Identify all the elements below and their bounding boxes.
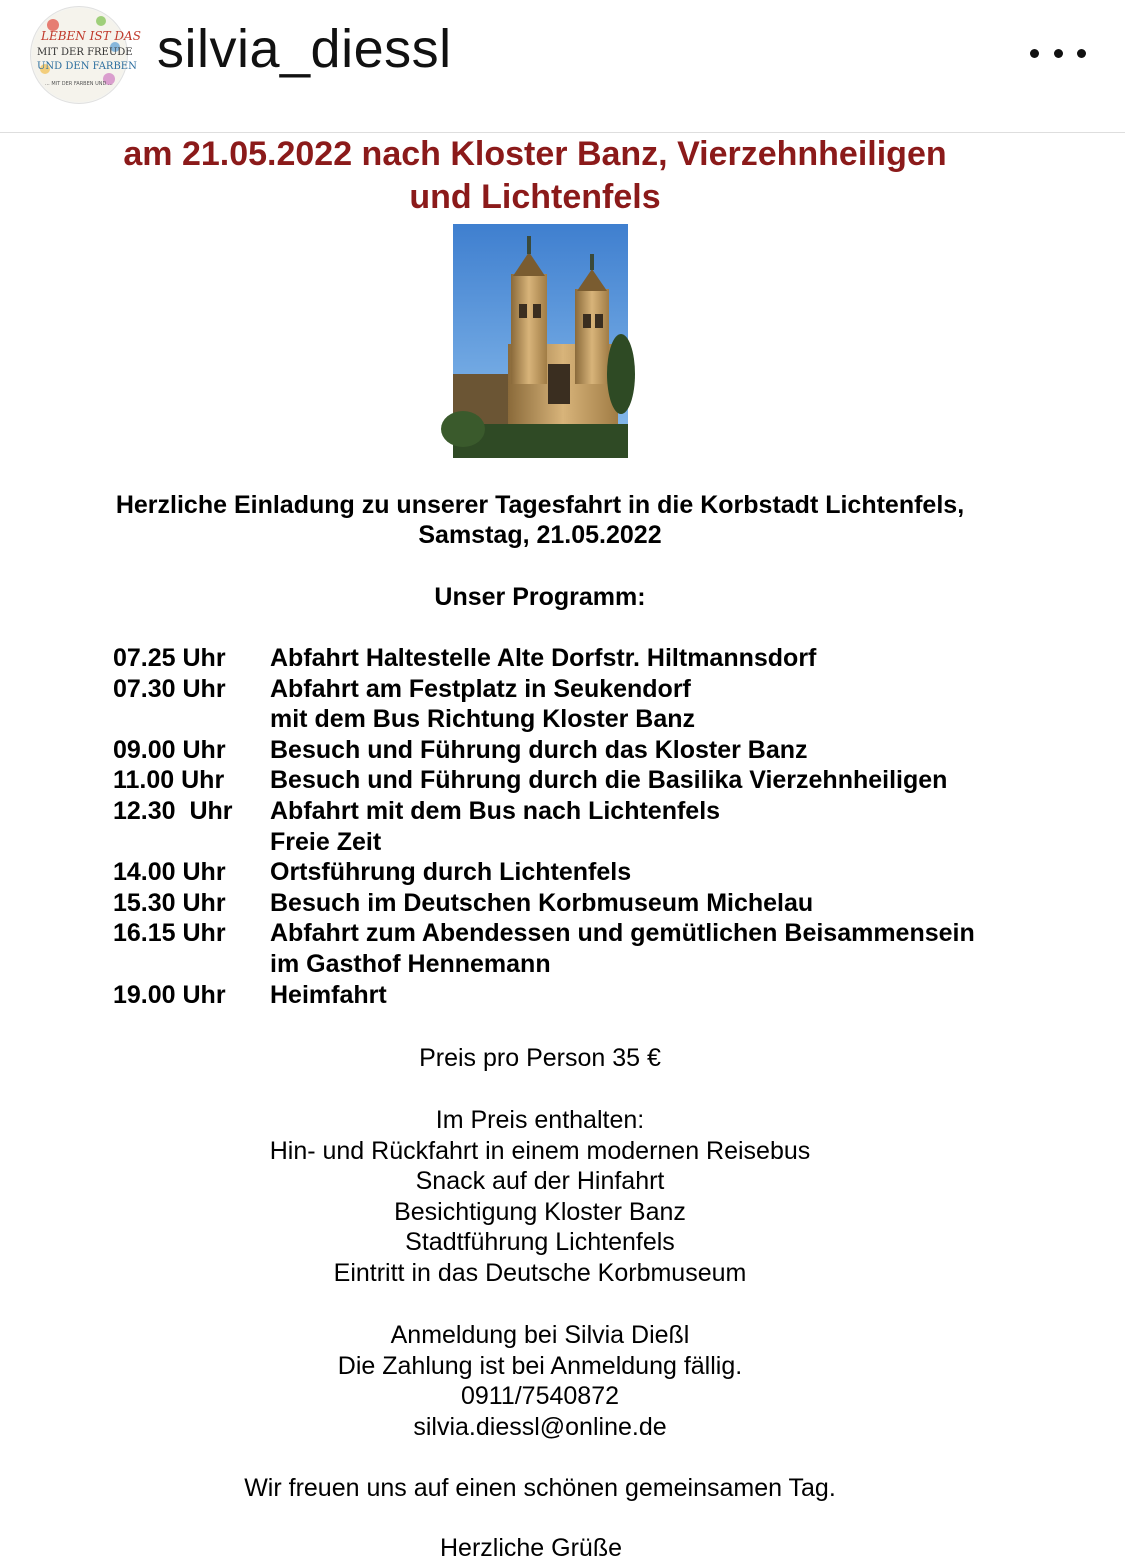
closing-text: Wir freuen uns auf einen schönen gemeinsamen Tag. <box>244 1474 836 1502</box>
program-schedule <box>113 643 1073 1010</box>
schedule-row: 14.00 Uhr Ortsführung durch Lichtenfels <box>113 858 632 887</box>
cut-off-greeting: Herzliche Grüße <box>440 1534 622 1562</box>
svg-text:MIT DER FREUDE: MIT DER FREUDE <box>37 47 133 58</box>
list-item: Snack auf der Hinfahrt <box>415 1167 665 1196</box>
email-address: silvia.diessl@online.de <box>413 1412 667 1441</box>
more-horizontal-icon <box>1030 49 1039 58</box>
schedule-row: 16.15 Uhr Abfahrt zum Abendessen und gemütlichen Beisammensein <box>113 919 975 948</box>
schedule-row: 07.25 Uhr Abfahrt Haltestelle Alte Dorfstr. Hiltmannsdorf <box>113 644 817 672</box>
more-options-button[interactable] <box>1030 40 1086 66</box>
svg-text:LEBEN IST DAS: LEBEN IST DAS <box>41 29 141 43</box>
church-image <box>453 224 628 458</box>
schedule-row: 09.00 Uhr Besuch und Führung durch das Kloster Banz <box>113 735 808 764</box>
flyer-document <box>0 133 1125 1565</box>
post-header <box>0 0 1125 133</box>
schedule-row: 15.30 Uhr Besuch im Deutschen Korbmuseum Michelau <box>113 888 814 917</box>
svg-text:UND DEN FARBEN: UND DEN FARBEN <box>37 61 137 72</box>
contact-info <box>0 1320 1080 1442</box>
basilica-photo <box>453 224 628 458</box>
included-list <box>0 1105 1080 1289</box>
list-item: Hin- und Rückfahrt in einem modernen Reisebus <box>269 1136 811 1165</box>
registration-text: Anmeldung bei Silvia Dießl <box>390 1321 690 1349</box>
schedule-row: mit dem Bus Richtung Kloster Banz <box>270 705 696 734</box>
list-item: Besichtigung Kloster Banz <box>394 1197 686 1226</box>
avatar[interactable] <box>30 6 141 104</box>
invitation-text: Herzliche Einladung zu unserer Tagesfahrt in die Korbstadt Lichtenfels, Samstag, 21.05.2022 <box>115 491 965 549</box>
svg-text:... MIT DER FARBEN UND ...: ... MIT DER FARBEN UND ... <box>45 81 113 87</box>
flyer-title: am 21.05.2022 nach Kloster Banz, Vierzehnheiligen und Lichtenfels <box>123 135 947 216</box>
list-item: Stadtführung Lichtenfels <box>405 1228 675 1257</box>
phone-number: 0911/7540872 <box>460 1382 620 1411</box>
schedule-row: Freie Zeit <box>270 827 382 856</box>
program-heading: Unser Programm: <box>434 583 646 611</box>
price-text: Preis pro Person 35 € <box>419 1044 661 1072</box>
schedule-row: 19.00 Uhr Heimfahrt <box>113 980 387 1009</box>
schedule-row: 11.00 Uhr Besuch und Führung durch die Basilika Vierzehnheiligen <box>113 766 948 795</box>
schedule-row: 12.30 Uhr Abfahrt mit dem Bus nach Lichtenfels <box>113 796 721 825</box>
username[interactable]: silvia_diessl <box>157 19 452 79</box>
schedule-row: im Gasthof Hennemann <box>270 949 551 978</box>
included-heading: Im Preis enthalten: <box>435 1106 645 1134</box>
schedule-row: 07.30 Uhr Abfahrt am Festplatz in Seukendorf <box>113 674 691 703</box>
list-item: Eintritt in das Deutsche Korbmuseum <box>333 1258 747 1287</box>
payment-note: Die Zahlung ist bei Anmeldung fällig. <box>337 1351 743 1380</box>
avatar-logo-icon <box>31 7 141 103</box>
